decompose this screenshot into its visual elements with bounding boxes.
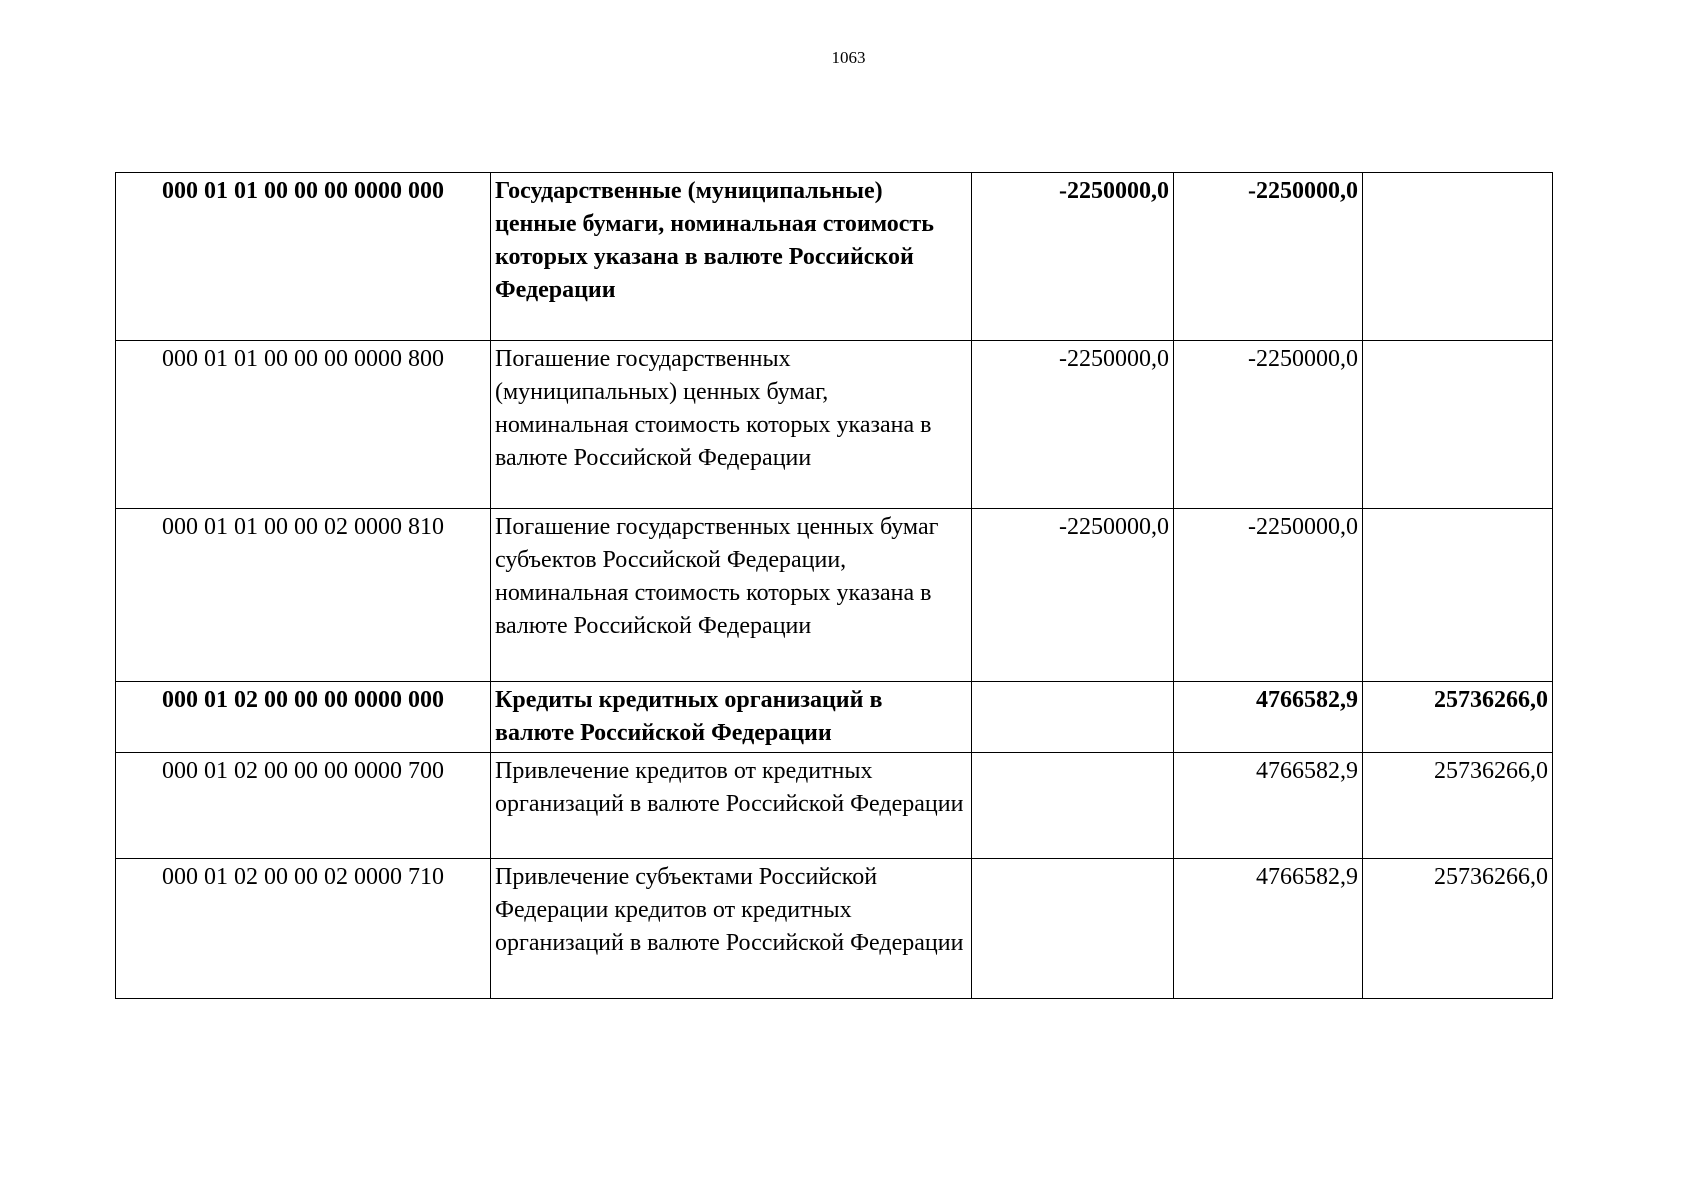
- item-name-cell: Погашение государственных ценных бумаг субъектов Российской Федерации, номинальная стоимость которых указана в валюте Российской Федерации: [491, 509, 972, 682]
- budget-code-cell: 000 01 02 00 00 00 0000 000: [116, 682, 491, 753]
- budget-code-cell: 000 01 01 00 00 00 0000 000: [116, 173, 491, 341]
- budget-code-cell: 000 01 02 00 00 02 0000 710: [116, 859, 491, 999]
- amount-cell-1: -2250000,0: [972, 173, 1174, 341]
- amount-cell-1: [972, 859, 1174, 999]
- table-row: [116, 173, 1553, 341]
- amount-cell-1: -2250000,0: [972, 341, 1174, 509]
- item-name-cell: Привлечение кредитов от кредитных организаций в валюте Российской Федерации: [491, 753, 972, 859]
- amount-cell-1: [972, 682, 1174, 753]
- amount-cell-1: [972, 753, 1174, 859]
- table-row: [116, 753, 1553, 859]
- table-row: [116, 859, 1553, 999]
- budget-code-cell: 000 01 02 00 00 00 0000 700: [116, 753, 491, 859]
- amount-cell-3: 25736266,0: [1363, 682, 1553, 753]
- amount-cell-3: [1363, 173, 1553, 341]
- amount-cell-1: -2250000,0: [972, 509, 1174, 682]
- amount-cell-3: 25736266,0: [1363, 859, 1553, 999]
- item-name-cell: Погашение государственных (муниципальных) ценных бумаг, номинальная стоимость которых указана в валюте Российской Федерации: [491, 341, 972, 509]
- table-row: [116, 509, 1553, 682]
- amount-cell-2: -2250000,0: [1174, 173, 1363, 341]
- amount-cell-2: -2250000,0: [1174, 509, 1363, 682]
- amount-cell-3: [1363, 509, 1553, 682]
- amount-cell-2: -2250000,0: [1174, 341, 1363, 509]
- item-name-cell: Привлечение субъектами Российской Федерации кредитов от кредитных организаций в валюте Российской Федерации: [491, 859, 972, 999]
- budget-code-cell: 000 01 01 00 00 00 0000 800: [116, 341, 491, 509]
- amount-cell-3: 25736266,0: [1363, 753, 1553, 859]
- item-name-cell: Кредиты кредитных организаций в валюте Российской Федерации: [491, 682, 972, 753]
- amount-cell-2: 4766582,9: [1174, 682, 1363, 753]
- item-name-cell: Государственные (муниципальные) ценные бумаги, номинальная стоимость которых указана в валюте Российской Федерации: [491, 173, 972, 341]
- amount-cell-2: 4766582,9: [1174, 753, 1363, 859]
- budget-sources-table: [115, 172, 1553, 999]
- amount-cell-3: [1363, 341, 1553, 509]
- amount-cell-2: 4766582,9: [1174, 859, 1363, 999]
- table-row: [116, 682, 1553, 753]
- table-row: [116, 341, 1553, 509]
- budget-code-cell: 000 01 01 00 00 02 0000 810: [116, 509, 491, 682]
- page-number: 1063: [831, 48, 866, 67]
